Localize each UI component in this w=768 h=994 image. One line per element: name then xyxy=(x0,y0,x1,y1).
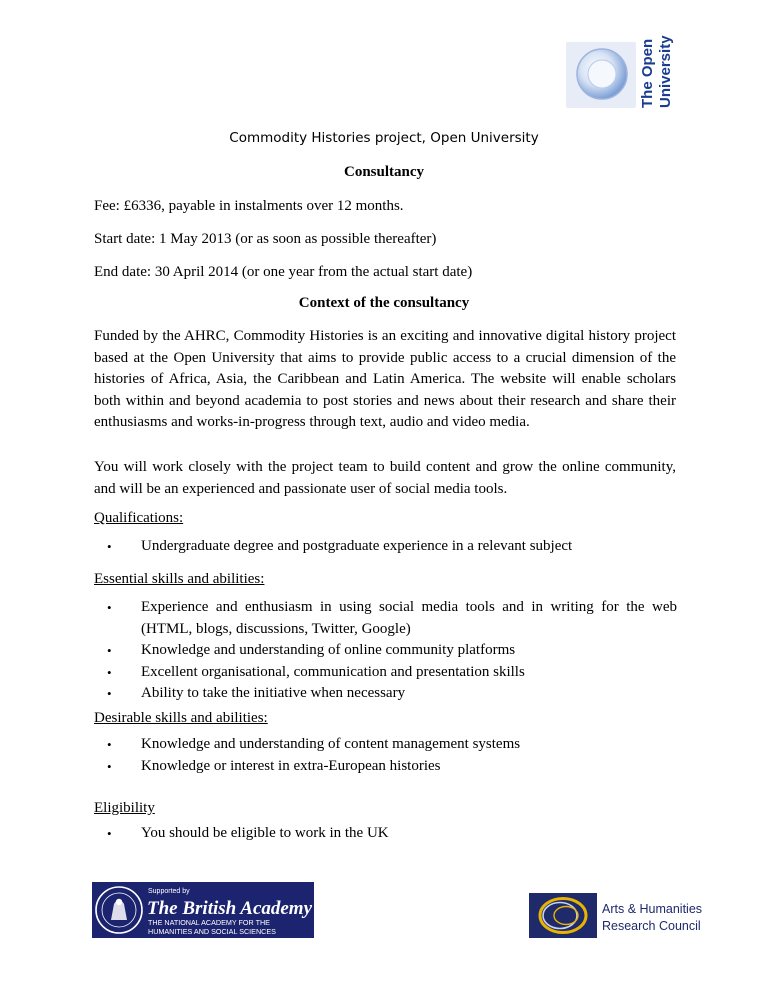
context-paragraph: Funded by the AHRC, Commodity Histories is an exciting and innovative digital history project based at the Open University that aims to provide public access to a crucial dimension of the histories of Africa, Asia, the Caribbean and Latin America. The website will enable scholars both within and beyond academia to post stories and news about their research and share their enthusiasms and works-in-progress through text, audio and video media. xyxy=(94,328,676,431)
ba-name: The British Academy xyxy=(147,898,313,919)
list-item: • Excellent organisational, communication and presentation skills xyxy=(107,662,677,684)
ahrc-line-2: Research Council xyxy=(602,919,701,933)
ba-line-2: HUMANITIES AND SOCIAL SCIENCES xyxy=(148,927,276,936)
ou-logo-text-1: The Open xyxy=(639,38,656,108)
desirable-heading: Desirable skills and abilities: xyxy=(94,710,268,726)
eligibility-heading: Eligibility xyxy=(94,800,155,816)
british-academy-logo xyxy=(92,882,314,938)
list-item: • You should be eligible to work in the UK xyxy=(107,823,677,845)
bullet-icon: • xyxy=(107,737,112,752)
list-item: • Undergraduate degree and postgraduate experience in a relevant subject xyxy=(107,536,677,558)
bullet-icon: • xyxy=(107,758,112,774)
work-paragraph: You will work closely with the project team to build content and grow the online community, and will be an experienced and passionate user of social media tools. xyxy=(94,459,676,497)
qualifications-list xyxy=(107,536,677,558)
fee-line: Fee: £6336, payable in instalments over 12 months. xyxy=(94,198,404,214)
essential-heading: Essential skills and abilities: xyxy=(94,571,265,587)
bullet-icon: • xyxy=(107,539,112,554)
desirable-list xyxy=(107,734,677,777)
list-item: • Experience and enthusiasm in using social media tools and in writing for the web (HTML, blogs, discussions, Twitter, Google) xyxy=(107,599,677,637)
ahrc-logo xyxy=(529,893,703,938)
open-university-logo xyxy=(566,35,676,112)
list-item: • Knowledge or interest in extra-European histories xyxy=(107,756,677,778)
bullet-icon: • xyxy=(107,664,112,680)
end-date-line: End date: 30 April 2014 (or one year from the actual start date) xyxy=(94,264,473,280)
ahrc-line-1: Arts & Humanities xyxy=(602,902,703,916)
project-header: Commodity Histories project, Open University xyxy=(229,130,539,146)
eligibility-list xyxy=(107,823,677,845)
qualifications-heading: Qualifications: xyxy=(94,510,184,526)
ba-line-1: THE NATIONAL ACADEMY FOR THE xyxy=(148,918,270,927)
context-heading: Context of the consultancy xyxy=(298,295,470,311)
bullet-icon: • xyxy=(107,600,112,615)
list-item: • Knowledge and understanding of content management systems xyxy=(107,734,677,756)
list-item: • Knowledge and understanding of online community platforms xyxy=(107,640,677,662)
ba-supported-by: Supported by xyxy=(148,888,190,895)
essential-list xyxy=(107,597,677,705)
page-title: Consultancy xyxy=(343,164,425,180)
bullet-icon: • xyxy=(107,686,112,702)
bullet-icon: • xyxy=(107,643,112,659)
start-date-line: Start date: 1 May 2013 (or as soon as possible thereafter) xyxy=(94,231,437,247)
ou-logo-text-2: University xyxy=(657,35,674,108)
bullet-icon: • xyxy=(107,826,112,841)
list-item: • Ability to take the initiative when necessary xyxy=(107,683,677,705)
